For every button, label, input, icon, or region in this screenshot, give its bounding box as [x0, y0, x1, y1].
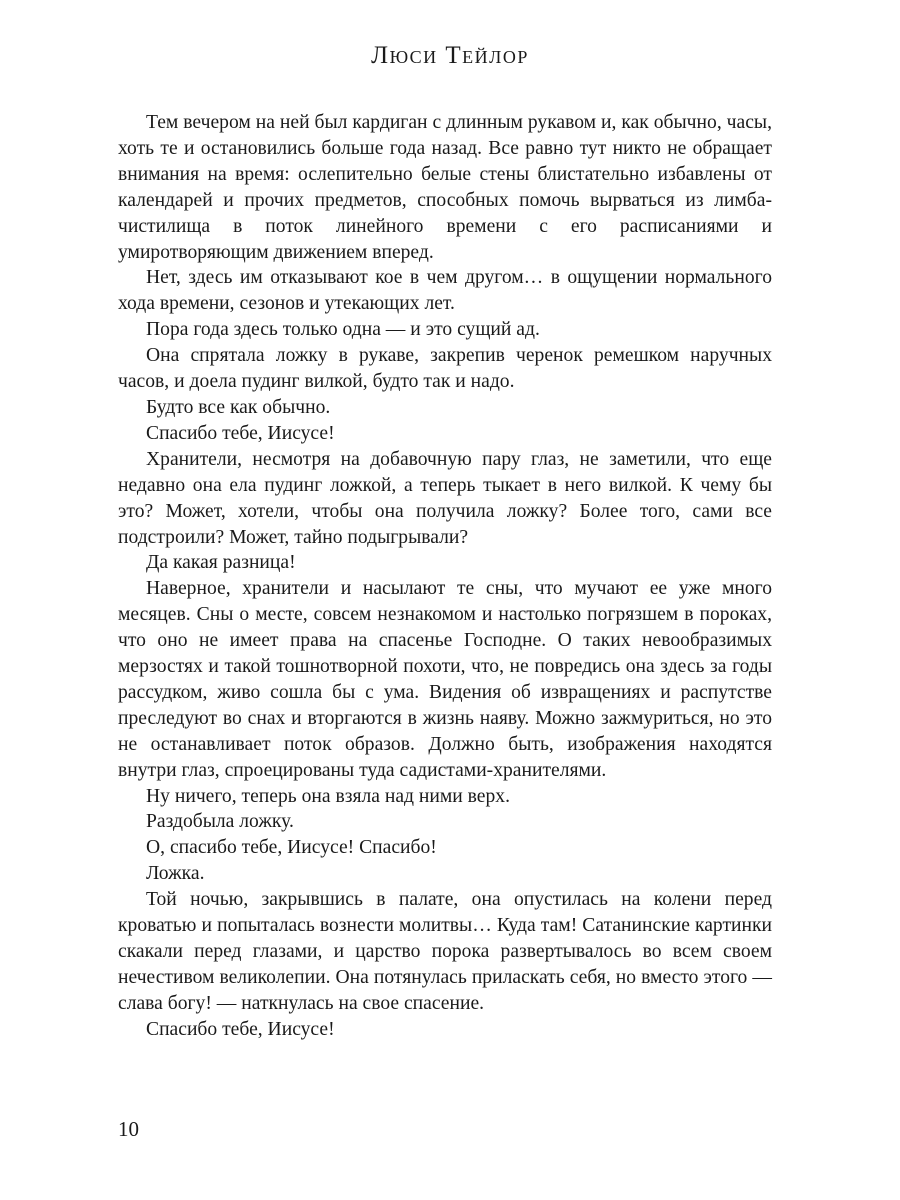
paragraph: Тем вечером на ней был кардиган с длинным рукавом и, как обычно, часы, хоть те и остановились больше года назад. Все равно тут никто не обращает внимания на время: ослепительно белые стены блистательно избавлены от календарей и прочих предметов, способных помочь вырваться из лимба-чистилища в поток линейного времени с его расписаниями и умиротворяющим движением вперед.: [118, 112, 772, 263]
paragraph: Той ночью, закрывшись в палате, она опустилась на колени перед кроватью и попыталась вознести молитвы… Куда там! Сатанинские картинки скакали перед глазами, и царство порока развертывалось во всем своем нечестивом великолепии. Она потянулась приласкать себя, но вместо этого — слава богу! — наткнулась на свое спасение.: [118, 889, 772, 1014]
paragraph: Наверное, хранители и насылают те сны, что мучают ее уже много месяцев. Сны о месте, совсем незнакомом и настолько погрязшем в пороках, что оно не имеет права на спасенье Господне. О таких невообразимых мерзостях и такой тошнотворной похоти, что, не повредись она здесь за годы рассудком, живо сошла бы с ума. Видения об извращениях и распутстве преследуют во снах и вторгаются в жизнь наяву. Можно зажмуриться, но это не останавливает поток образов. Должно быть, изображения находятся внутри глаз, спроецированы туда садистами-хранителями.: [118, 578, 772, 781]
paragraph: Будто все как обычно.: [146, 396, 331, 418]
paragraph: Спасибо тебе, Иисусе!: [146, 1018, 335, 1040]
page-number: 10: [118, 1117, 139, 1141]
paragraph: О, спасибо тебе, Иисусе! Спасибо!: [146, 837, 437, 859]
body-text: [118, 110, 772, 1043]
paragraph: Спасибо тебе, Иисусе!: [146, 422, 335, 444]
paragraph: Пора года здесь только одна — и это сущий ад.: [146, 319, 540, 341]
paragraph: Да какая разница!: [146, 552, 296, 574]
paragraph: Ложка.: [146, 863, 205, 885]
running-head-author: Люси Тейлор: [371, 42, 529, 69]
paragraph: Она спрятала ложку в рукаве, закрепив черенок ремешком наручных часов, и доела пудинг вилкой, будто так и надо.: [118, 345, 772, 393]
paragraph: Раздобыла ложку.: [146, 811, 294, 833]
paragraph: Ну ничего, теперь она взяла над ними верх.: [146, 785, 510, 807]
paragraph: Нет, здесь им отказывают кое в чем другом… в ощущении нормального хода времени, сезонов и утекающих лет.: [118, 267, 772, 315]
paragraph: Хранители, несмотря на добавочную пару глаз, не заметили, что еще недавно она ела пудинг ложкой, а теперь тыкает в него вилкой. К чему бы это? Может, хотели, чтобы она получила ложку? Более того, сами все подстроили? Может, тайно подыгрывали?: [118, 448, 772, 548]
